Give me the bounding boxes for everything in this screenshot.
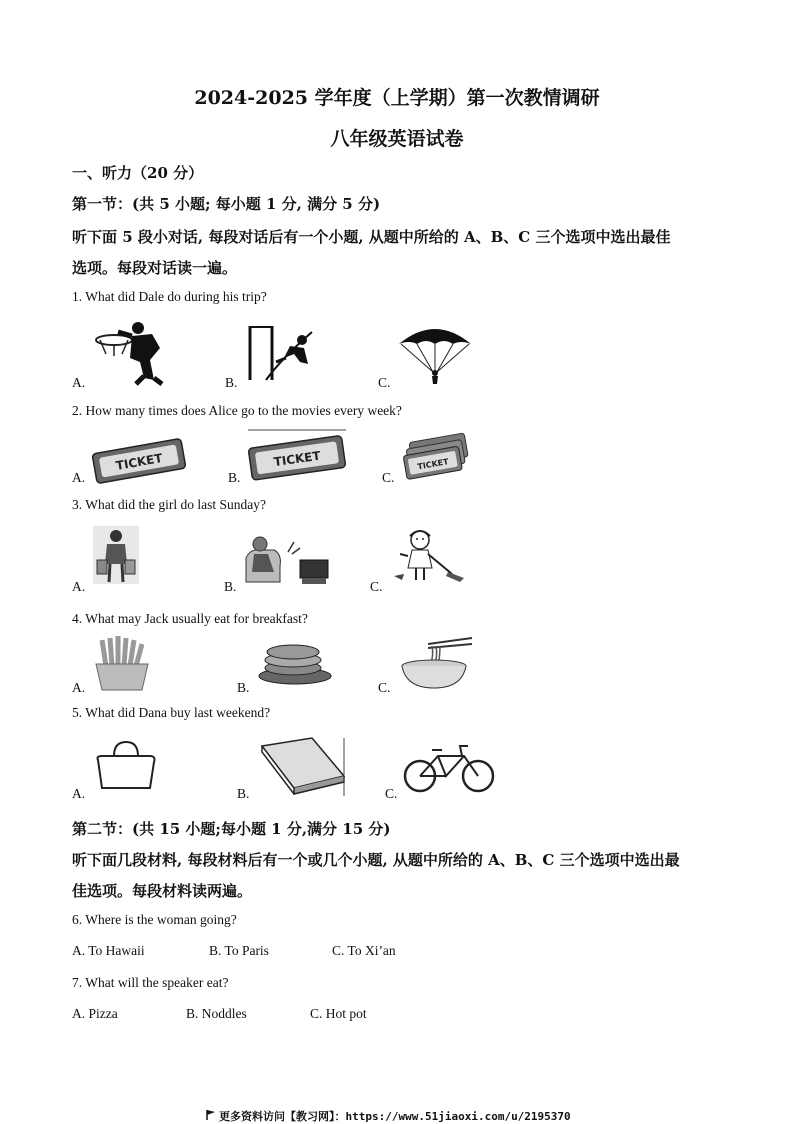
- option-5b: B.: [237, 786, 250, 801]
- bicycle-icon: [402, 742, 496, 794]
- question-6: 6. Where is the woman going?: [72, 912, 237, 927]
- book-icon: [258, 736, 348, 798]
- section-heading: 一、听力（20 分）: [72, 164, 204, 182]
- part2-instruction-line2: 佳选项。每段材料读两遍。: [72, 882, 253, 900]
- question-2: 2. How many times does Alice go to the movies every week?: [72, 403, 402, 418]
- option-4b: B.: [237, 680, 250, 695]
- option-7c: C. Hot pot: [310, 1006, 367, 1021]
- option-1a: A.: [72, 375, 86, 390]
- option-3b: B.: [224, 579, 237, 594]
- shopping-woman-icon: [93, 526, 139, 584]
- option-6a: A. To Hawaii: [72, 943, 145, 958]
- option-7a: A. Pizza: [72, 1006, 118, 1021]
- pole-vault-icon: [246, 318, 321, 388]
- question-3: 3. What did the girl do last Sunday?: [72, 497, 266, 512]
- ticket-icon: [246, 428, 348, 480]
- part1-instruction-line1: 听下面 5 段小对话, 每段对话后有一个小题, 从题中所给的 A、B、C 三个选项中选出最佳: [72, 228, 671, 246]
- flag-icon: [205, 1109, 217, 1121]
- option-1c: C.: [378, 375, 391, 390]
- option-3c: C.: [370, 579, 383, 594]
- option-5c: C.: [385, 786, 398, 801]
- sweeping-girl-icon: [390, 528, 468, 586]
- question-4: 4. What may Jack usually eat for breakfast?: [72, 611, 308, 626]
- part2-instruction-line1: 听下面几段材料, 每段材料后有一个或几个小题, 从题中所给的 A、B、C 三个选项中选出最: [72, 851, 680, 869]
- watching-tv-icon: [240, 532, 332, 588]
- parachute-icon: [395, 322, 475, 388]
- part1-heading: 第一节：(共 5 小题; 每小题 1 分, 满分 5 分): [72, 195, 381, 213]
- option-4a: A.: [72, 680, 86, 695]
- page-title: 2024-2025 学年度（上学期）第一次教情调研: [194, 87, 600, 109]
- ticket-icon: [402, 434, 472, 478]
- ticket-icon: [90, 440, 188, 482]
- noodles-icon: [398, 634, 474, 690]
- question-7: 7. What will the speaker eat?: [72, 975, 229, 990]
- footer-link[interactable]: 更多资料访问【教习网】：https://www.51jiaoxi.com/u/2195370: [219, 1110, 571, 1123]
- option-6b: B. To Paris: [209, 943, 269, 958]
- handbag-icon: [92, 738, 160, 794]
- ticket-label: TICKET: [114, 450, 164, 473]
- option-2a: A.: [72, 470, 86, 485]
- option-2c: C.: [382, 470, 395, 485]
- option-6c: C. To Xi’an: [332, 943, 396, 958]
- ticket-label: TICKET: [416, 457, 450, 472]
- option-7b: B. Noddles: [186, 1006, 247, 1021]
- option-1b: B.: [225, 375, 238, 390]
- basketball-dunk-icon: [92, 318, 172, 388]
- part2-heading: 第二节：(共 15 小题;每小题 1 分,满分 15 分): [72, 820, 391, 838]
- question-5: 5. What did Dana buy last weekend?: [72, 705, 271, 720]
- option-5a: A.: [72, 786, 86, 801]
- pancakes-icon: [258, 640, 332, 686]
- fries-icon: [90, 636, 156, 692]
- question-1: 1. What did Dale do during his trip?: [72, 289, 267, 304]
- option-3a: A.: [72, 579, 86, 594]
- ticket-label: TICKET: [272, 448, 322, 470]
- option-2b: B.: [228, 470, 241, 485]
- option-4c: C.: [378, 680, 391, 695]
- page-subtitle: 八年级英语试卷: [330, 128, 464, 150]
- part1-instruction-line2: 选项。每段对话读一遍。: [72, 259, 238, 277]
